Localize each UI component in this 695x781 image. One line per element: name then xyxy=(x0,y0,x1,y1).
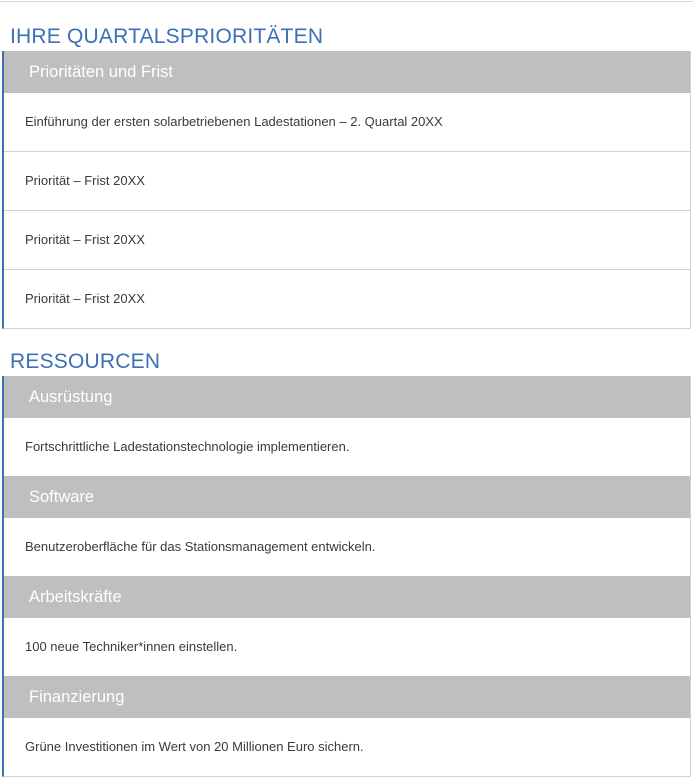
resource-header-equipment: Ausrüstung xyxy=(4,376,690,418)
resource-text-funding: Grüne Investitionen im Wert von 20 Millionen Euro sichern. xyxy=(25,739,364,754)
resource-text-equipment: Fortschrittliche Ladestationstechnologie implementieren. xyxy=(25,439,350,454)
priority-row: Einführung der ersten solarbetriebenen Ladestationen – 2. Quartal 20XX xyxy=(25,114,443,129)
top-divider xyxy=(0,1,693,2)
resource-text-workforce: 100 neue Techniker*innen einstellen. xyxy=(25,639,238,654)
resource-text-software: Benutzeroberfläche für das Stationsmanagement entwickeln. xyxy=(25,539,376,554)
priorities-header: Prioritäten und Frist xyxy=(4,51,690,93)
resources-table xyxy=(2,376,691,777)
priority-row: Priorität – Frist 20XX xyxy=(4,151,690,210)
priorities-table xyxy=(2,51,691,329)
priority-row: Priorität – Frist 20XX xyxy=(4,210,690,269)
resources-title: RESSOURCEN xyxy=(10,350,161,373)
priority-row: Priorität – Frist 20XX xyxy=(4,269,690,328)
resource-header-workforce: Arbeitskräfte xyxy=(4,576,690,618)
resource-header-funding: Finanzierung xyxy=(4,676,690,718)
priorities-title: IHRE QUARTALSPRIORITÄTEN xyxy=(10,25,324,48)
resource-header-software: Software xyxy=(4,476,690,518)
